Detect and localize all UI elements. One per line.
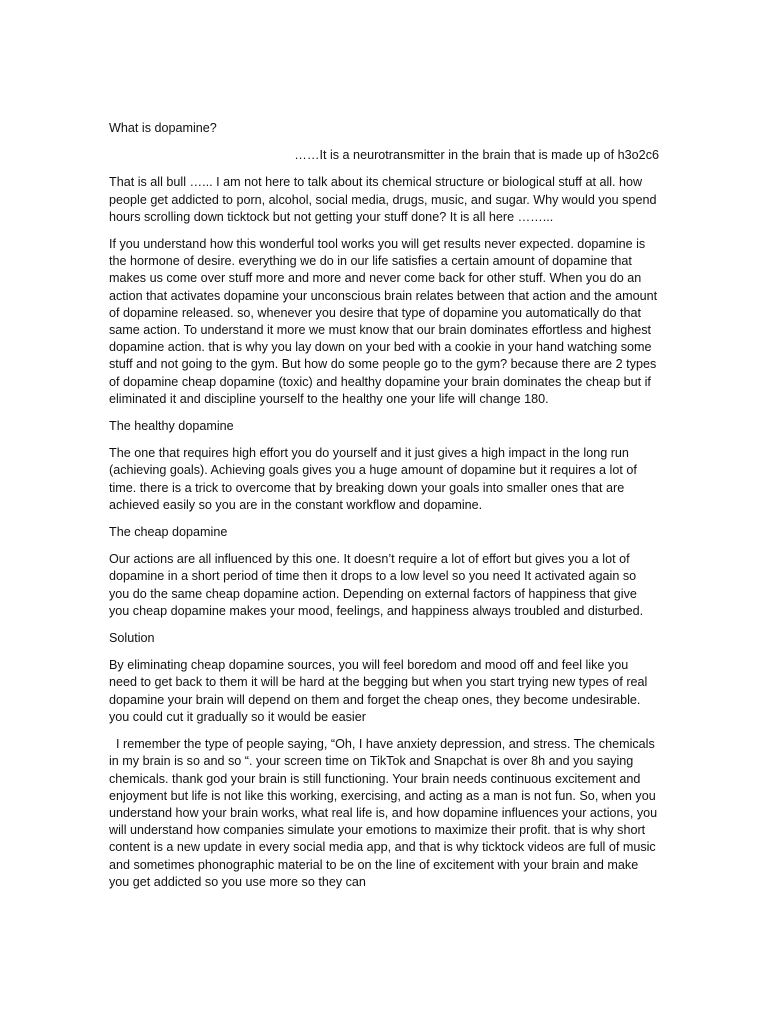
solution-heading: Solution xyxy=(109,631,155,646)
question-heading: What is dopamine? xyxy=(109,121,217,135)
document-content xyxy=(109,120,659,901)
solution-paragraph: By eliminating cheap dopamine sources, you will feel boredom and mood off and feel like you need to get back to them it will be hard at the begging but when you start trying new types of real dopamine your brain will depend on them and forget the cheap ones, they become undesirable. you could cut it gradually so it would be easier xyxy=(109,658,648,724)
healthy-dopamine-paragraph: The one that requires high effort you do yourself and it just gives a high impact in the long run (achieving goals). Achieving goals gives you a huge amount of dopamine but it requires a lot of time. there is a trick to overcome that by breaking down your goals into smaller ones that are achieved easily so you are in the constant workflow and dopamine. xyxy=(109,446,637,512)
intro-paragraph: That is all bull …... I am not here to talk about its chemical structure or biological stuff at all. how people get addicted to porn, alcohol, social media, drugs, music, and sugar. Why would you spend hours scrolling down ticktock but not getting your stuff done? It is all here ……... xyxy=(109,175,657,224)
cheap-dopamine-paragraph: Our actions are all influenced by this one. It doesn’t require a lot of effort but gives you a lot of dopamine in a short period of time then it drops to a low level so you need It activated again so you do the same cheap dopamine action. Depending on external factors of happiness that give you cheap dopamine makes your mood, feelings, and happiness always troubled and disturbed. xyxy=(109,552,644,618)
healthy-dopamine-heading: The healthy dopamine xyxy=(109,419,234,434)
cheap-dopamine-heading: The cheap dopamine xyxy=(109,525,228,540)
answer-line: ……It is a neurotransmitter in the brain that is made up of h3o2c6 xyxy=(294,148,659,163)
explanation-paragraph: If you understand how this wonderful tool works you will get results never expected. dopamine is the hormone of desire. everything we do in our life satisfies a certain amount of dopamine that makes us come over stuff more and more and never come back for other stuff. When you do an action that activates dopamine your unconscious brain relates between that action and the amount of dopamine released. so, whenever you desire that type of dopamine you automatically do that same action. To understand it more we must know that our brain dominates effortless and highest dopamine action. that is why you lay down on your bed with a cookie in your hand watching some stuff and not going to the gym. But how do some people go to the gym? because there are 2 types of dopamine cheap dopamine (toxic) and healthy dopamine your brain dominates the cheap but if eliminated it and discipline yourself to the healthy one your life will change 180. xyxy=(109,237,658,406)
final-paragraph: I remember the type of people saying, “Oh, I have anxiety depression, and stress. The chemicals in my brain is so and so “. your screen time on TikTok and Snapchat is over 8h and you saying chemicals. thank god your brain is still functioning. Your brain needs continuous excitement and enjoyment but life is not like this working, exercising, and acting as a man is not fun. So, when you understand how your brain works, what real life is, and how dopamine influences your actions, you will understand how companies simulate your emotions to maximize their profit. that is why short content is a new update in every social media app, and that is why ticktock videos are full of music and sometimes phonographic material to be on the line of excitement with your brain and make you get addicted so you use more so they can xyxy=(109,737,661,889)
